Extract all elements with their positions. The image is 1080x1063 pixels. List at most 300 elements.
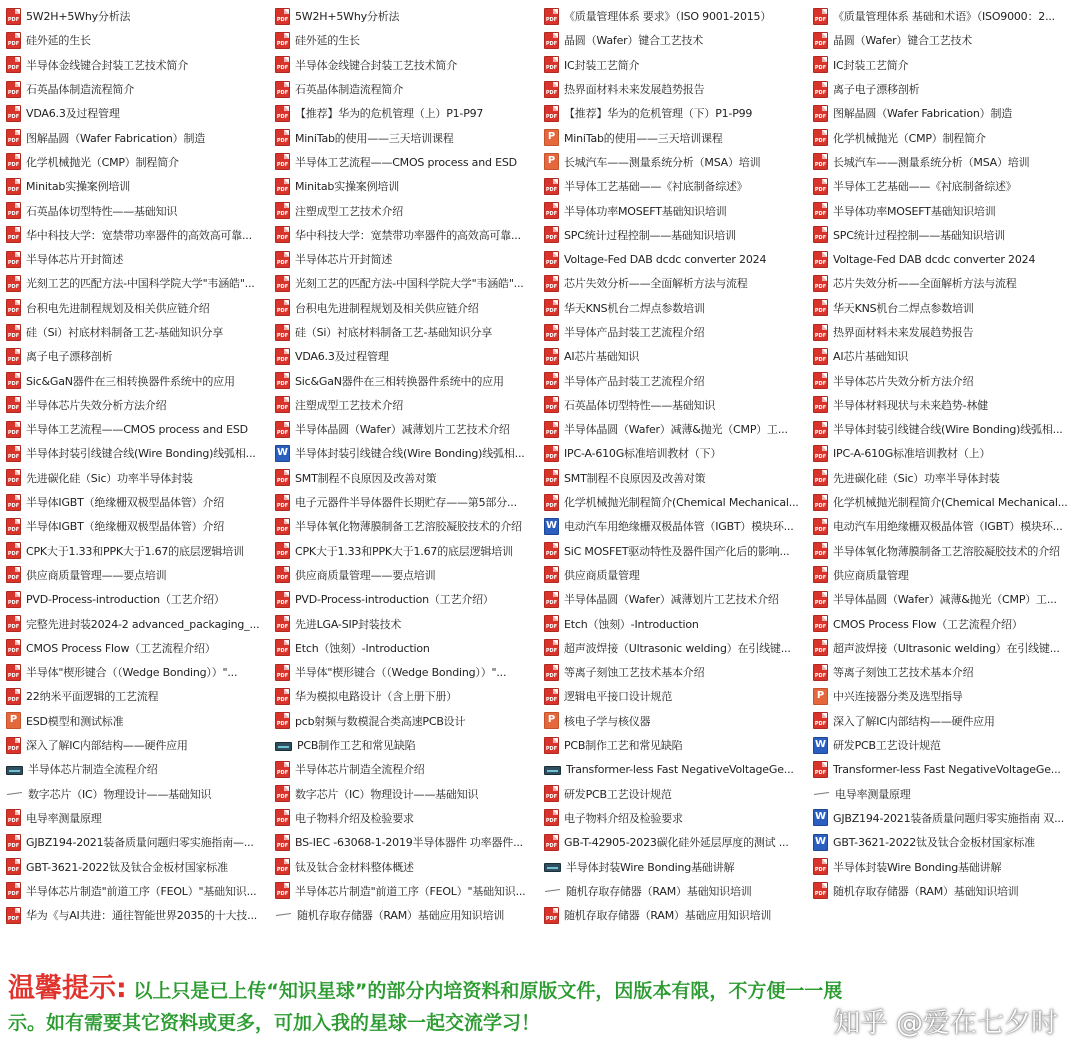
pdf-file-icon <box>544 178 559 195</box>
file-item[interactable] <box>6 174 275 198</box>
file-item[interactable] <box>544 441 813 465</box>
file-item[interactable] <box>813 441 1074 465</box>
file-item[interactable] <box>275 903 544 927</box>
file-name: 半导体芯片开封简述 <box>295 253 393 267</box>
pdf-file-icon <box>813 129 828 146</box>
pdf-file-icon <box>6 518 21 535</box>
file-item[interactable] <box>6 636 275 660</box>
pdf-file-icon <box>275 494 290 511</box>
pdf-file-icon <box>275 226 290 243</box>
file-item[interactable] <box>275 733 544 757</box>
pdf-file-icon <box>275 591 290 608</box>
file-item[interactable] <box>275 4 544 28</box>
file-name: 半导体"楔形键合（（Wedge Bonding））"... <box>26 666 238 680</box>
file-name: MiniTab的使用——三天培训课程 <box>295 131 454 145</box>
file-item[interactable] <box>6 854 275 878</box>
file-item[interactable] <box>544 417 813 441</box>
file-item[interactable] <box>544 296 813 320</box>
file-name: ESD模型和测试标准 <box>26 714 124 728</box>
file-name: 晶圆（Wafer）键合工艺技术 <box>564 34 704 48</box>
file-item[interactable] <box>6 611 275 635</box>
file-name: IPC-A-610G标准培训教材（上） <box>833 447 991 461</box>
pdf-file-icon <box>813 81 828 98</box>
file-item[interactable] <box>6 514 275 538</box>
pdf-file-icon <box>275 275 290 292</box>
file-item[interactable] <box>544 757 813 781</box>
file-item[interactable] <box>275 77 544 101</box>
file-name: AI芯片基础知识 <box>833 350 909 364</box>
file-item[interactable] <box>6 271 275 295</box>
file-item[interactable] <box>813 660 1074 684</box>
file-item[interactable] <box>6 53 275 77</box>
file-item[interactable] <box>813 854 1074 878</box>
file-item[interactable] <box>275 417 544 441</box>
file-item[interactable] <box>6 466 275 490</box>
pdf-file-icon <box>6 615 21 632</box>
file-name: Voltage-Fed DAB dcdc converter 2024 <box>833 252 1036 266</box>
pdf-file-icon <box>544 785 559 802</box>
pdf-file-icon <box>813 469 828 486</box>
pdf-file-icon <box>813 153 828 170</box>
file-item[interactable] <box>6 660 275 684</box>
file-item[interactable] <box>6 733 275 757</box>
file-item[interactable] <box>813 28 1074 52</box>
file-item[interactable] <box>813 150 1074 174</box>
file-item[interactable] <box>813 563 1074 587</box>
file-name: 半导体晶圆（Wafer）减薄划片工艺技术介绍 <box>295 423 510 437</box>
file-item[interactable] <box>275 830 544 854</box>
file-name: 长城汽车——测量系统分析（MSA）培训 <box>564 155 761 169</box>
file-name: 化学机械抛光（CMP）制程简介 <box>26 155 179 169</box>
file-item[interactable] <box>813 733 1074 757</box>
file-item[interactable] <box>544 368 813 392</box>
file-name: 半导体工艺流程——CMOS process and ESD <box>295 155 517 169</box>
file-item[interactable] <box>813 271 1074 295</box>
file-name: 等离子刻蚀工艺技术基本介绍 <box>833 666 974 680</box>
file-item[interactable] <box>6 539 275 563</box>
img-file-icon <box>544 766 561 775</box>
file-item[interactable] <box>813 636 1074 660</box>
file-item[interactable] <box>275 563 544 587</box>
file-name: Minitab实操案例培训 <box>295 180 400 194</box>
file-item[interactable] <box>275 611 544 635</box>
file-item[interactable] <box>813 806 1074 830</box>
file-name: 半导体芯片失效分析方法介绍 <box>26 398 167 412</box>
pdf-file-icon <box>544 275 559 292</box>
file-item[interactable] <box>544 563 813 587</box>
file-item[interactable] <box>544 28 813 52</box>
file-item[interactable] <box>813 539 1074 563</box>
pdf-file-icon <box>6 56 21 73</box>
file-item[interactable] <box>544 636 813 660</box>
file-name: 随机存取存储器（RAM）基础应用知识培训 <box>297 909 505 923</box>
file-item[interactable] <box>813 320 1074 344</box>
pdf-file-icon <box>275 785 290 802</box>
file-item[interactable] <box>544 830 813 854</box>
pdf-file-icon <box>813 348 828 365</box>
pdf-file-icon <box>544 494 559 511</box>
file-item[interactable] <box>544 514 813 538</box>
img-file-icon <box>275 742 292 751</box>
file-item[interactable] <box>6 4 275 28</box>
file-item[interactable] <box>813 782 1074 806</box>
pdf-file-icon <box>275 688 290 705</box>
file-name: 晶圆（Wafer）键合工艺技术 <box>833 34 973 48</box>
file-name: 随机存取存储器（RAM）基础应用知识培训 <box>564 909 772 923</box>
pdf-file-icon <box>813 299 828 316</box>
file-item[interactable] <box>544 125 813 149</box>
file-item[interactable] <box>275 125 544 149</box>
file-name: SMT制程不良原因及改善对策 <box>295 471 437 485</box>
file-name: 图解晶圆（Wafer Fabrication）制造 <box>833 107 1013 121</box>
file-item[interactable] <box>6 709 275 733</box>
pdf-file-icon <box>544 469 559 486</box>
file-item[interactable] <box>544 806 813 830</box>
file-item[interactable] <box>544 587 813 611</box>
file-name: 完整先进封装2024-2 advanced_packaging_... <box>26 617 260 631</box>
file-name: 供应商质量管理——要点培训 <box>26 568 167 582</box>
file-name: 电子元器件半导体器件长期贮存——第5部分... <box>295 496 517 510</box>
file-item[interactable] <box>6 198 275 222</box>
file-item[interactable] <box>6 782 275 806</box>
file-name: PVD-Process-introduction（工艺介绍） <box>26 593 225 607</box>
file-item[interactable] <box>813 393 1074 417</box>
file-grid <box>6 4 1074 926</box>
file-item[interactable] <box>6 28 275 52</box>
file-name: GB-T-42905-2023碳化硅外延层厚度的测试 ... <box>564 836 789 850</box>
file-item[interactable] <box>6 879 275 903</box>
file-name: 半导体氧化物薄膜制备工艺溶胶凝胶技术的介绍 <box>295 520 522 534</box>
file-item[interactable] <box>544 344 813 368</box>
file-name: 台积电先进制程规划及相关供应链介绍 <box>26 301 210 315</box>
file-item[interactable] <box>275 174 544 198</box>
file-name: 《质量管理体系 要求》（ISO 9001-2015） <box>564 10 772 24</box>
file-item[interactable] <box>813 684 1074 708</box>
pdf-file-icon <box>275 81 290 98</box>
pdf-file-icon <box>544 226 559 243</box>
file-name: 芯片失效分析——全面解析方法与流程 <box>833 277 1017 291</box>
file-item[interactable] <box>813 514 1074 538</box>
file-name: VDA6.3及过程管理 <box>26 107 120 121</box>
file-item[interactable] <box>275 296 544 320</box>
file-name: 半导体晶圆（Wafer）减薄&抛光（CMP）工... <box>833 593 1057 607</box>
file-name: GBT-3621-2022钛及钛合金板材国家标准 <box>26 860 228 874</box>
file-item[interactable] <box>6 344 275 368</box>
file-item[interactable] <box>6 368 275 392</box>
file-item[interactable] <box>813 368 1074 392</box>
file-item[interactable] <box>6 563 275 587</box>
file-item[interactable] <box>813 101 1074 125</box>
file-name: VDA6.3及过程管理 <box>295 350 389 364</box>
pdf-file-icon <box>544 737 559 754</box>
file-item[interactable] <box>6 125 275 149</box>
file-name: 半导体产品封装工艺流程介绍 <box>564 374 705 388</box>
file-item[interactable] <box>6 441 275 465</box>
file-item[interactable] <box>6 587 275 611</box>
pdf-file-icon <box>6 882 21 899</box>
ppt-file-icon <box>544 712 559 729</box>
file-item[interactable] <box>6 903 275 927</box>
file-item[interactable] <box>275 247 544 271</box>
file-name: 台积电先进制程规划及相关供应链介绍 <box>295 301 479 315</box>
file-item[interactable] <box>275 466 544 490</box>
file-name: PCB制作工艺和常见缺陷 <box>564 739 683 753</box>
file-item[interactable] <box>813 247 1074 271</box>
file-item[interactable] <box>6 393 275 417</box>
pdf-file-icon <box>6 348 21 365</box>
file-item[interactable] <box>813 611 1074 635</box>
file-item[interactable] <box>6 320 275 344</box>
file-item[interactable] <box>813 77 1074 101</box>
file-item[interactable] <box>544 466 813 490</box>
file-name: 半导体芯片制造"前道工序（FEOL）"基础知识... <box>26 884 257 898</box>
pdf-file-icon <box>544 688 559 705</box>
word-file-icon <box>275 445 290 462</box>
file-name: CPK大于1.33和PPK大于1.67的底层逻辑培训 <box>26 544 244 558</box>
file-name: 半导体产品封装工艺流程介绍 <box>564 326 705 339</box>
file-item[interactable] <box>275 757 544 781</box>
file-item[interactable] <box>544 77 813 101</box>
pdf-file-icon <box>6 105 21 122</box>
file-item[interactable] <box>813 417 1074 441</box>
pdf-file-icon <box>6 421 21 438</box>
file-item[interactable] <box>544 709 813 733</box>
file-item[interactable] <box>6 77 275 101</box>
file-item[interactable] <box>275 198 544 222</box>
file-name: SMT制程不良原因及改善对策 <box>564 471 706 485</box>
file-name: 光刻工艺的匹配方法-中国科学院大学"韦涵皓"... <box>295 277 524 291</box>
file-item[interactable] <box>544 879 813 903</box>
file-item[interactable] <box>275 514 544 538</box>
pdf-file-icon <box>275 518 290 535</box>
file-item[interactable] <box>6 490 275 514</box>
file-name: Etch（蚀刻）-Introduction <box>564 617 699 631</box>
file-item[interactable] <box>544 247 813 271</box>
file-item[interactable] <box>813 709 1074 733</box>
file-item[interactable] <box>6 830 275 854</box>
file-name: 石英晶体制造流程简介 <box>295 83 403 97</box>
file-item[interactable] <box>275 271 544 295</box>
file-item[interactable] <box>813 174 1074 198</box>
file-item[interactable] <box>275 636 544 660</box>
file-item[interactable] <box>6 684 275 708</box>
file-item[interactable] <box>544 490 813 514</box>
file-name: pcb射频与数模混合类高速PCB设计 <box>295 714 466 728</box>
file-item[interactable] <box>275 660 544 684</box>
file-item[interactable] <box>275 539 544 563</box>
file-name: 供应商质量管理——要点培训 <box>295 568 436 582</box>
pdf-file-icon <box>275 615 290 632</box>
file-name: 离子电子漂移剖析 <box>833 83 920 97</box>
file-item[interactable] <box>813 125 1074 149</box>
pdf-file-icon <box>813 324 828 341</box>
pdf-file-icon <box>275 348 290 365</box>
file-item[interactable] <box>544 684 813 708</box>
file-name: 数字芯片（IC）物理设计——基础知识 <box>295 787 479 801</box>
file-item[interactable] <box>275 782 544 806</box>
file-item[interactable] <box>275 587 544 611</box>
pdf-file-icon <box>6 372 21 389</box>
file-name: 供应商质量管理 <box>564 568 640 582</box>
file-item[interactable] <box>6 223 275 247</box>
file-name: 22纳米平面逻辑的工艺流程 <box>26 690 159 704</box>
pdf-file-icon <box>544 324 559 341</box>
file-item[interactable] <box>813 830 1074 854</box>
pdf-file-icon <box>275 372 290 389</box>
pdf-file-icon <box>544 8 559 25</box>
file-item[interactable] <box>6 101 275 125</box>
file-name: 半导体金线键合封装工艺技术简介 <box>295 58 457 72</box>
file-item[interactable] <box>544 660 813 684</box>
file-item[interactable] <box>275 223 544 247</box>
file-item[interactable] <box>275 101 544 125</box>
pdf-file-icon <box>275 639 290 656</box>
file-name: 半导体工艺基础——《衬底制备综述》 <box>833 180 1017 194</box>
file-item[interactable] <box>275 684 544 708</box>
file-item[interactable] <box>544 854 813 878</box>
file-item[interactable] <box>813 490 1074 514</box>
file-item[interactable] <box>813 879 1074 903</box>
file-name: 数字芯片（IC）物理设计——基础知识 <box>28 787 212 801</box>
file-name: 电动汽车用绝缘栅双极晶体管（IGBT）模块环... <box>564 520 794 534</box>
file-name: 半导体IGBT（绝缘栅双极型晶体管）介绍 <box>26 520 225 534</box>
img-file-icon <box>6 766 23 775</box>
file-item[interactable] <box>275 806 544 830</box>
file-item[interactable] <box>275 441 544 465</box>
file-item[interactable] <box>544 782 813 806</box>
file-name: 光刻工艺的匹配方法-中国科学院大学"韦涵皓"... <box>26 277 255 291</box>
pdf-file-icon <box>544 396 559 413</box>
pdf-file-icon <box>275 712 290 729</box>
pdf-file-icon <box>6 32 21 49</box>
pdf-file-icon <box>275 809 290 826</box>
file-name: MiniTab的使用——三天培训课程 <box>564 131 723 145</box>
pdf-file-icon <box>544 202 559 219</box>
file-item[interactable] <box>544 611 813 635</box>
file-item[interactable] <box>6 806 275 830</box>
file-item[interactable] <box>275 53 544 77</box>
pdf-file-icon <box>6 202 21 219</box>
pdf-file-icon <box>6 129 21 146</box>
file-item[interactable] <box>275 879 544 903</box>
file-name: 热界面材料未来发展趋势报告 <box>564 83 705 97</box>
file-name: 硅外延的生长 <box>295 34 360 48</box>
notice-text-1: 以上只是已上传“知识星球”的部分内培资料和原版文件，因版本有限，不方便一一展 <box>126 980 843 1002</box>
pdf-file-icon <box>6 566 21 583</box>
file-item[interactable] <box>6 247 275 271</box>
file-name: 华为《与AI共进：通往智能世界2035的十大技... <box>26 909 258 923</box>
file-name: 石英晶体制造流程简介 <box>26 83 134 97</box>
file-item[interactable] <box>813 587 1074 611</box>
pdf-file-icon <box>6 251 21 268</box>
notice-text-2: 示。如有需要其它资料或更多，可加入我的星球一起交流学习！ <box>8 1012 541 1034</box>
pdf-file-icon <box>275 421 290 438</box>
file-item[interactable] <box>544 223 813 247</box>
file-name: 图解晶圆（Wafer Fabrication）制造 <box>26 131 206 145</box>
file-name: 电动汽车用绝缘栅双极晶体管（IGBT）模块环... <box>833 520 1063 534</box>
pdf-file-icon <box>275 566 290 583</box>
file-item[interactable] <box>813 223 1074 247</box>
file-name: 离子电子漂移剖析 <box>26 350 113 364</box>
pdf-file-icon <box>813 882 828 899</box>
file-name: 5W2H+5Why分析法 <box>26 10 131 24</box>
file-item[interactable] <box>6 757 275 781</box>
file-item[interactable] <box>544 198 813 222</box>
file-item[interactable] <box>275 368 544 392</box>
file-item[interactable] <box>544 150 813 174</box>
file-item[interactable] <box>544 393 813 417</box>
file-item[interactable] <box>275 344 544 368</box>
file-name: CMOS Process Flow（工艺流程介绍） <box>26 641 216 655</box>
file-item[interactable] <box>544 4 813 28</box>
file-item[interactable] <box>275 28 544 52</box>
file-item[interactable] <box>544 733 813 757</box>
file-name: Sic&GaN器件在三相转换器件系统中的应用 <box>295 374 504 388</box>
pdf-file-icon <box>6 324 21 341</box>
file-name: 半导体氧化物薄膜制备工艺溶胶凝胶技术的介绍 <box>833 544 1060 558</box>
file-item[interactable] <box>544 174 813 198</box>
file-name: 注塑成型工艺技术介绍 <box>295 398 403 412</box>
file-item[interactable] <box>813 4 1074 28</box>
file-item[interactable] <box>544 539 813 563</box>
word-file-icon <box>813 809 828 826</box>
file-name: 半导体芯片制造"前道工序（FEOL）"基础知识... <box>295 884 526 898</box>
file-item[interactable] <box>275 854 544 878</box>
file-item[interactable] <box>275 320 544 344</box>
file-item[interactable] <box>544 903 813 927</box>
file-name: 电导率测量原理 <box>26 811 102 825</box>
pdf-file-icon <box>275 761 290 778</box>
file-item[interactable] <box>6 296 275 320</box>
file-item[interactable] <box>813 466 1074 490</box>
file-item[interactable] <box>275 393 544 417</box>
file-item[interactable] <box>544 271 813 295</box>
file-name: 化学机械抛光制程简介(Chemical Mechanical... <box>564 496 799 510</box>
file-name: Etch（蚀刻）-Introduction <box>295 641 430 655</box>
file-item[interactable] <box>6 417 275 441</box>
file-item[interactable] <box>544 53 813 77</box>
file-item[interactable] <box>544 320 813 344</box>
file-name: 半导体芯片制造全流程介绍 <box>28 763 158 777</box>
file-item[interactable] <box>813 296 1074 320</box>
file-name: Transformer-less Fast NegativeVoltageGe... <box>833 762 1061 776</box>
pdf-file-icon <box>6 445 21 462</box>
file-item[interactable] <box>275 490 544 514</box>
file-item[interactable] <box>813 53 1074 77</box>
file-name: GJBZ194-2021装备质量问题归零实施指南 双... <box>833 811 1064 825</box>
pdf-file-icon <box>275 56 290 73</box>
pdf-file-icon <box>813 494 828 511</box>
pdf-file-icon <box>544 81 559 98</box>
file-name: 供应商质量管理 <box>833 568 909 582</box>
pdf-file-icon <box>6 178 21 195</box>
file-name: 等离子刻蚀工艺技术基本介绍 <box>564 666 705 680</box>
file-item[interactable] <box>813 344 1074 368</box>
file-item[interactable] <box>6 150 275 174</box>
file-name: 半导体芯片制造全流程介绍 <box>295 763 425 777</box>
pdf-file-icon <box>275 834 290 851</box>
file-item[interactable] <box>275 150 544 174</box>
file-name: 半导体工艺流程——CMOS process and ESD <box>26 423 248 437</box>
file-item[interactable] <box>813 198 1074 222</box>
file-item[interactable] <box>544 101 813 125</box>
file-name: GJBZ194-2021装备质量问题归零实施指南—... <box>26 836 254 850</box>
file-name: 深入了解IC内部结构——硬件应用 <box>26 739 188 753</box>
pdf-file-icon <box>6 81 21 98</box>
file-item[interactable] <box>275 709 544 733</box>
pdf-file-icon <box>275 129 290 146</box>
file-item[interactable] <box>813 757 1074 781</box>
